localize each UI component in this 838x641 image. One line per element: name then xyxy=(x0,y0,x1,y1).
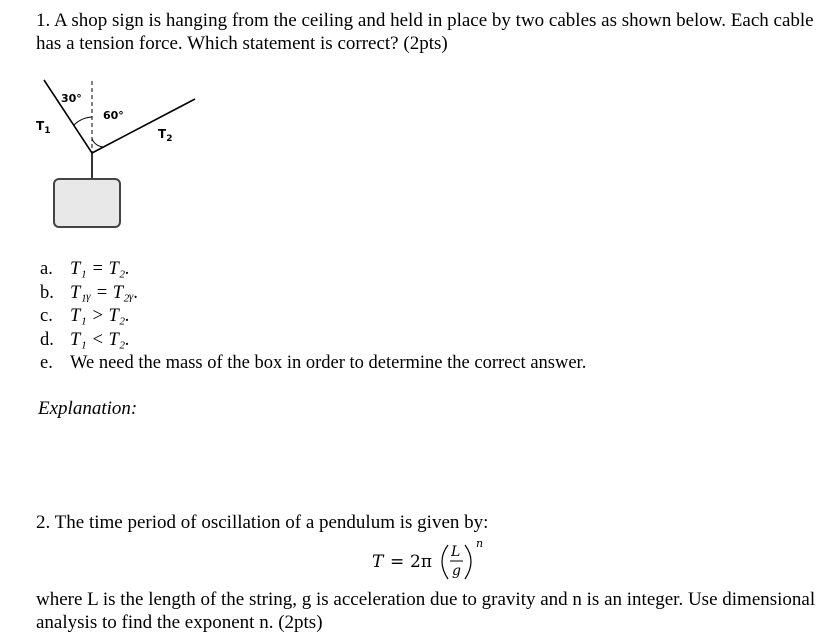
option-a[interactable] xyxy=(40,258,586,282)
option-c[interactable] xyxy=(40,305,586,329)
question-1-text: 1. A shop sign is hanging from the ceiling and held in place by two cables as shown below. Each cable has a tension force. Which statement is correct? (2pts) xyxy=(36,10,814,54)
option-letter: c. xyxy=(40,306,53,326)
angle-30-label: 30° xyxy=(61,92,82,105)
sign-box xyxy=(54,179,120,227)
explanation-label: Explanation: xyxy=(38,398,138,419)
option-letter: a. xyxy=(40,259,53,279)
left-parenthesis xyxy=(442,545,448,579)
answer-options xyxy=(40,258,586,376)
angle-arc-60 xyxy=(92,139,103,147)
right-parenthesis xyxy=(465,545,471,579)
formula-lhs: T xyxy=(372,552,384,572)
t2-label: $T_2$ xyxy=(158,127,173,144)
option-text: T₁ᵧ = T₂ᵧ. xyxy=(70,282,139,303)
t1-label: $T_1$ xyxy=(36,119,51,136)
cable-t2 xyxy=(92,99,195,153)
angle-arc-30 xyxy=(74,117,92,125)
cable-t1 xyxy=(44,80,92,153)
option-b[interactable] xyxy=(40,282,586,306)
angle-60-label: 60° xyxy=(103,109,124,122)
option-text: T₁ < T₂. xyxy=(70,329,130,350)
option-letter: d. xyxy=(40,329,54,350)
option-d[interactable] xyxy=(40,329,586,353)
formula-equals: = xyxy=(390,552,405,572)
option-text: T₁ = T₂. xyxy=(70,259,130,279)
option-letter: b. xyxy=(40,282,54,303)
question-2-text: 2. The time period of oscillation of a pendulum is given by: xyxy=(36,512,489,533)
formula-numerator: L xyxy=(451,544,461,560)
formula-denominator: g xyxy=(452,563,461,579)
option-e[interactable] xyxy=(40,352,586,376)
formula-coefficient: 2π xyxy=(410,552,432,572)
option-letter: e. xyxy=(40,353,53,373)
pendulum-formula xyxy=(370,535,500,587)
hanging-sign-diagram xyxy=(30,75,200,235)
option-text: T₁ > T₂. xyxy=(70,306,130,326)
option-text: We need the mass of the box in order to determine the correct answer. xyxy=(70,353,587,373)
formula-exponent: n xyxy=(476,537,484,550)
question-2-instructions: where L is the length of the string, g is acceleration due to gravity and n is an integer. Use dimensional analysis to find the exponent n. (2pts) xyxy=(36,589,816,633)
